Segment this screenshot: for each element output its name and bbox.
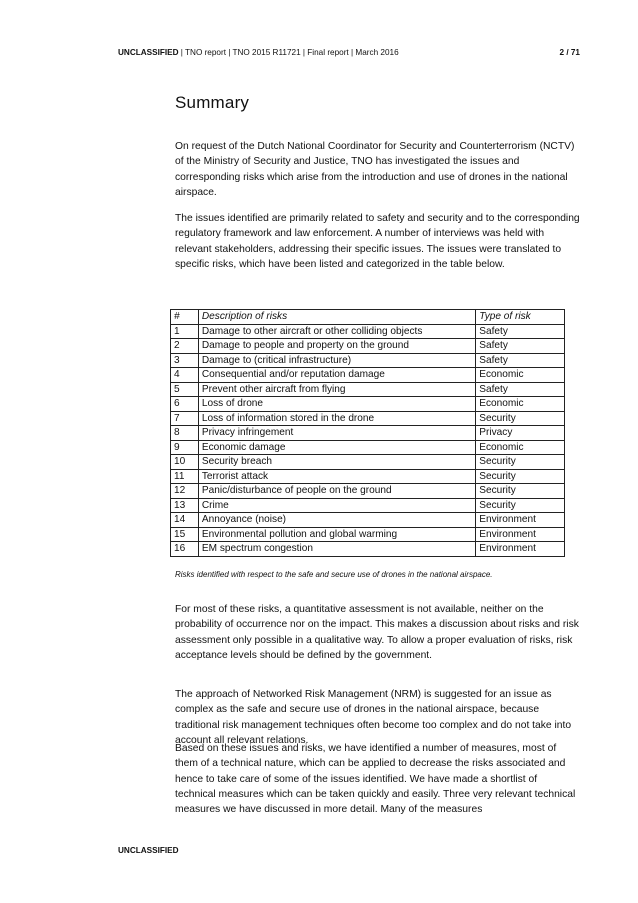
risk-type: Safety [476, 382, 565, 397]
paragraph-issues: The issues identified are primarily related to safety and security and to the corresponding regulatory framework and law enforcement. A number of interviews was held with relevant stakeholders, addressing their specific issues. The issues were translated to specific risks, which have been listed and categorized in the table below. [175, 213, 580, 270]
risk-number: 11 [171, 469, 199, 484]
risk-description: Loss of drone [198, 397, 475, 412]
risk-number: 14 [171, 513, 199, 528]
risk-number: 2 [171, 339, 199, 354]
risk-type: Privacy [476, 426, 565, 441]
risk-type: Economic [476, 368, 565, 383]
risk-number: 6 [171, 397, 199, 412]
table-row [171, 426, 565, 441]
table-row [171, 397, 565, 412]
risk-number: 3 [171, 353, 199, 368]
risk-number: 10 [171, 455, 199, 470]
risk-type: Security [476, 484, 565, 499]
risk-number: 13 [171, 498, 199, 513]
risk-description: Damage to (critical infrastructure) [198, 353, 475, 368]
risk-number: 4 [171, 368, 199, 383]
risk-number: 8 [171, 426, 199, 441]
header-details: | TNO report | TNO 2015 R11721 | Final report | March 2016 [178, 48, 399, 57]
risk-description: Annoyance (noise) [198, 513, 475, 528]
col-header-description: Description of risks [198, 310, 475, 325]
risk-description: Security breach [198, 455, 475, 470]
page-footer: UNCLASSIFIED [118, 846, 179, 855]
table-row [171, 368, 565, 383]
page-title: Summary [175, 93, 250, 112]
risk-description: Prevent other aircraft from flying [198, 382, 475, 397]
risk-description: Damage to people and property on the ground [198, 339, 475, 354]
risk-number: 15 [171, 527, 199, 542]
col-header-type: Type of risk [476, 310, 565, 325]
risk-number: 7 [171, 411, 199, 426]
table-row [171, 440, 565, 455]
table-row [171, 469, 565, 484]
paragraph-nrm: The approach of Networked Risk Management (NRM) is suggested for an issue as complex as the safe and secure use of drones in the national airspace, because traditional risk management techniques often become too complex and do not take into account all relevant relations. [175, 689, 572, 746]
risk-description: Environmental pollution and global warming [198, 527, 475, 542]
risk-type: Environment [476, 542, 565, 557]
table-caption: Risks identified with respect to the safe and secure use of drones in the national airspace. [175, 570, 493, 579]
risk-type: Security [476, 469, 565, 484]
table-row [171, 324, 565, 339]
table-row [171, 484, 565, 499]
risk-type: Safety [476, 353, 565, 368]
risk-description: Loss of information stored in the drone [198, 411, 475, 426]
table-row [171, 527, 565, 542]
risk-type: Environment [476, 513, 565, 528]
risk-number: 5 [171, 382, 199, 397]
risk-description: EM spectrum congestion [198, 542, 475, 557]
table-row [171, 498, 565, 513]
risk-description: Economic damage [198, 440, 475, 455]
risk-type: Safety [476, 339, 565, 354]
paragraph-intro: On request of the Dutch National Coordinator for Security and Counterterrorism (NCTV) of the Ministry of Security and Justice, TNO has investigated the issues and corresponding risks which arise from the introduction and use of drones in the national airspace. [175, 141, 575, 198]
risk-description: Panic/disturbance of people on the ground [198, 484, 475, 499]
risk-number: 1 [171, 324, 199, 339]
risk-number: 12 [171, 484, 199, 499]
risk-type: Security [476, 455, 565, 470]
risk-description: Consequential and/or reputation damage [198, 368, 475, 383]
table-row [171, 353, 565, 368]
table-header-row [171, 310, 565, 325]
table-row [171, 411, 565, 426]
risk-description: Terrorist attack [198, 469, 475, 484]
table-row [171, 339, 565, 354]
risk-description: Privacy infringement [198, 426, 475, 441]
risk-table [170, 309, 565, 557]
paragraph-measures: Based on these issues and risks, we have identified a number of measures, most of them of a technical nature, which can be applied to decrease the risks associated and hence to take care of some of the issues identified. We have made a shortlist of technical measures which can be taken quickly and easily. Three very relevant technical measures we have discussed in more detail. Many of the measures [175, 743, 576, 816]
risk-type: Environment [476, 527, 565, 542]
risk-type: Economic [476, 397, 565, 412]
table-row [171, 382, 565, 397]
risk-number: 9 [171, 440, 199, 455]
col-header-number: # [171, 310, 199, 325]
table-row [171, 455, 565, 470]
risk-description: Crime [198, 498, 475, 513]
page-number: 2 / 71 [559, 48, 580, 57]
risk-type: Security [476, 498, 565, 513]
table-row [171, 542, 565, 557]
header-classification: UNCLASSIFIED [118, 48, 179, 57]
risk-type: Safety [476, 324, 565, 339]
risk-number: 16 [171, 542, 199, 557]
risk-type: Security [476, 411, 565, 426]
table-row [171, 513, 565, 528]
paragraph-assessment: For most of these risks, a quantitative assessment is not available, neither on the probability of occurrence nor on the impact. This makes a discussion about risks and risk assessment only possible in a qualitative way. To allow a proper evaluation of risks, risk acceptance levels should be defined by the government. [175, 604, 579, 661]
risk-description: Damage to other aircraft or other colliding objects [198, 324, 475, 339]
header-text [118, 48, 399, 57]
risk-type: Economic [476, 440, 565, 455]
